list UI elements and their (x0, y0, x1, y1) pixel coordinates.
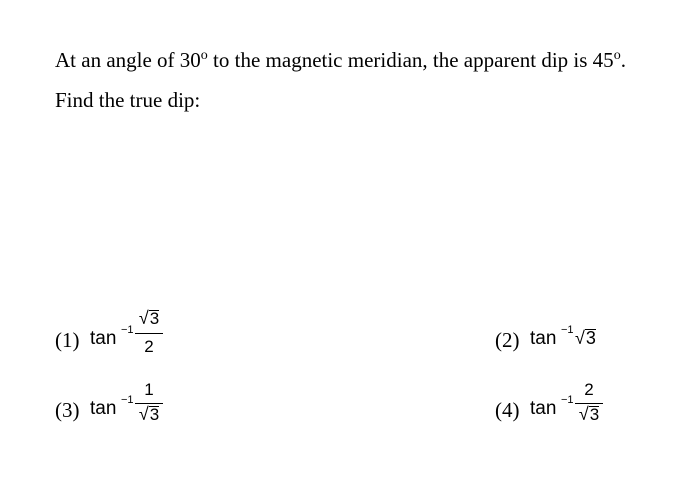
option-4-number: (4) (495, 398, 520, 422)
option-1-radicand: 3 (149, 309, 160, 328)
option-1-fraction-bar (135, 333, 163, 334)
option-1-inverse: −1 (121, 324, 134, 336)
option-1-denominator: 2 (144, 337, 154, 356)
option-2[interactable] (495, 322, 615, 362)
question-part-2: to the magnetic meridian, the apparent dip is 45 (207, 48, 614, 72)
option-1-numerator (133, 308, 165, 329)
option-1-fraction (133, 308, 165, 370)
option-3-fraction (133, 380, 165, 442)
option-3-denominator (133, 404, 165, 425)
option-1-number: (1) (55, 328, 80, 352)
option-3[interactable] (55, 380, 185, 432)
question-text (55, 40, 645, 120)
option-2-function: tan (530, 328, 557, 349)
option-3-radical-sign: √ (138, 404, 149, 424)
option-4-function: tan (530, 398, 557, 419)
option-3-numerator: 1 (144, 380, 154, 399)
option-4-radical-sign: √ (578, 404, 589, 424)
option-4[interactable] (495, 380, 625, 432)
option-3-function: tan (90, 398, 117, 419)
option-3-number: (3) (55, 398, 80, 422)
option-4-fraction (573, 380, 605, 442)
question-part-1: At an angle of 30 (55, 48, 201, 72)
option-4-numerator: 2 (584, 380, 594, 399)
option-1[interactable] (55, 308, 185, 362)
option-1-function: tan (90, 328, 117, 349)
option-3-radicand: 3 (149, 405, 160, 424)
degree-symbol-1: o (200, 48, 208, 63)
degree-symbol-2: o (613, 48, 621, 63)
option-2-number: (2) (495, 328, 520, 352)
option-3-inverse: −1 (121, 394, 134, 406)
option-2-radical-sign: √ (575, 328, 585, 348)
option-4-radicand: 3 (589, 405, 600, 424)
option-1-radical-sign: √ (138, 308, 149, 328)
option-2-root (575, 328, 596, 349)
option-4-denominator (573, 404, 605, 425)
option-2-inverse: −1 (561, 324, 574, 336)
option-2-radicand: 3 (585, 328, 596, 348)
option-4-inverse: −1 (561, 394, 574, 406)
question-part-3: . Find the true dip: (55, 48, 626, 112)
